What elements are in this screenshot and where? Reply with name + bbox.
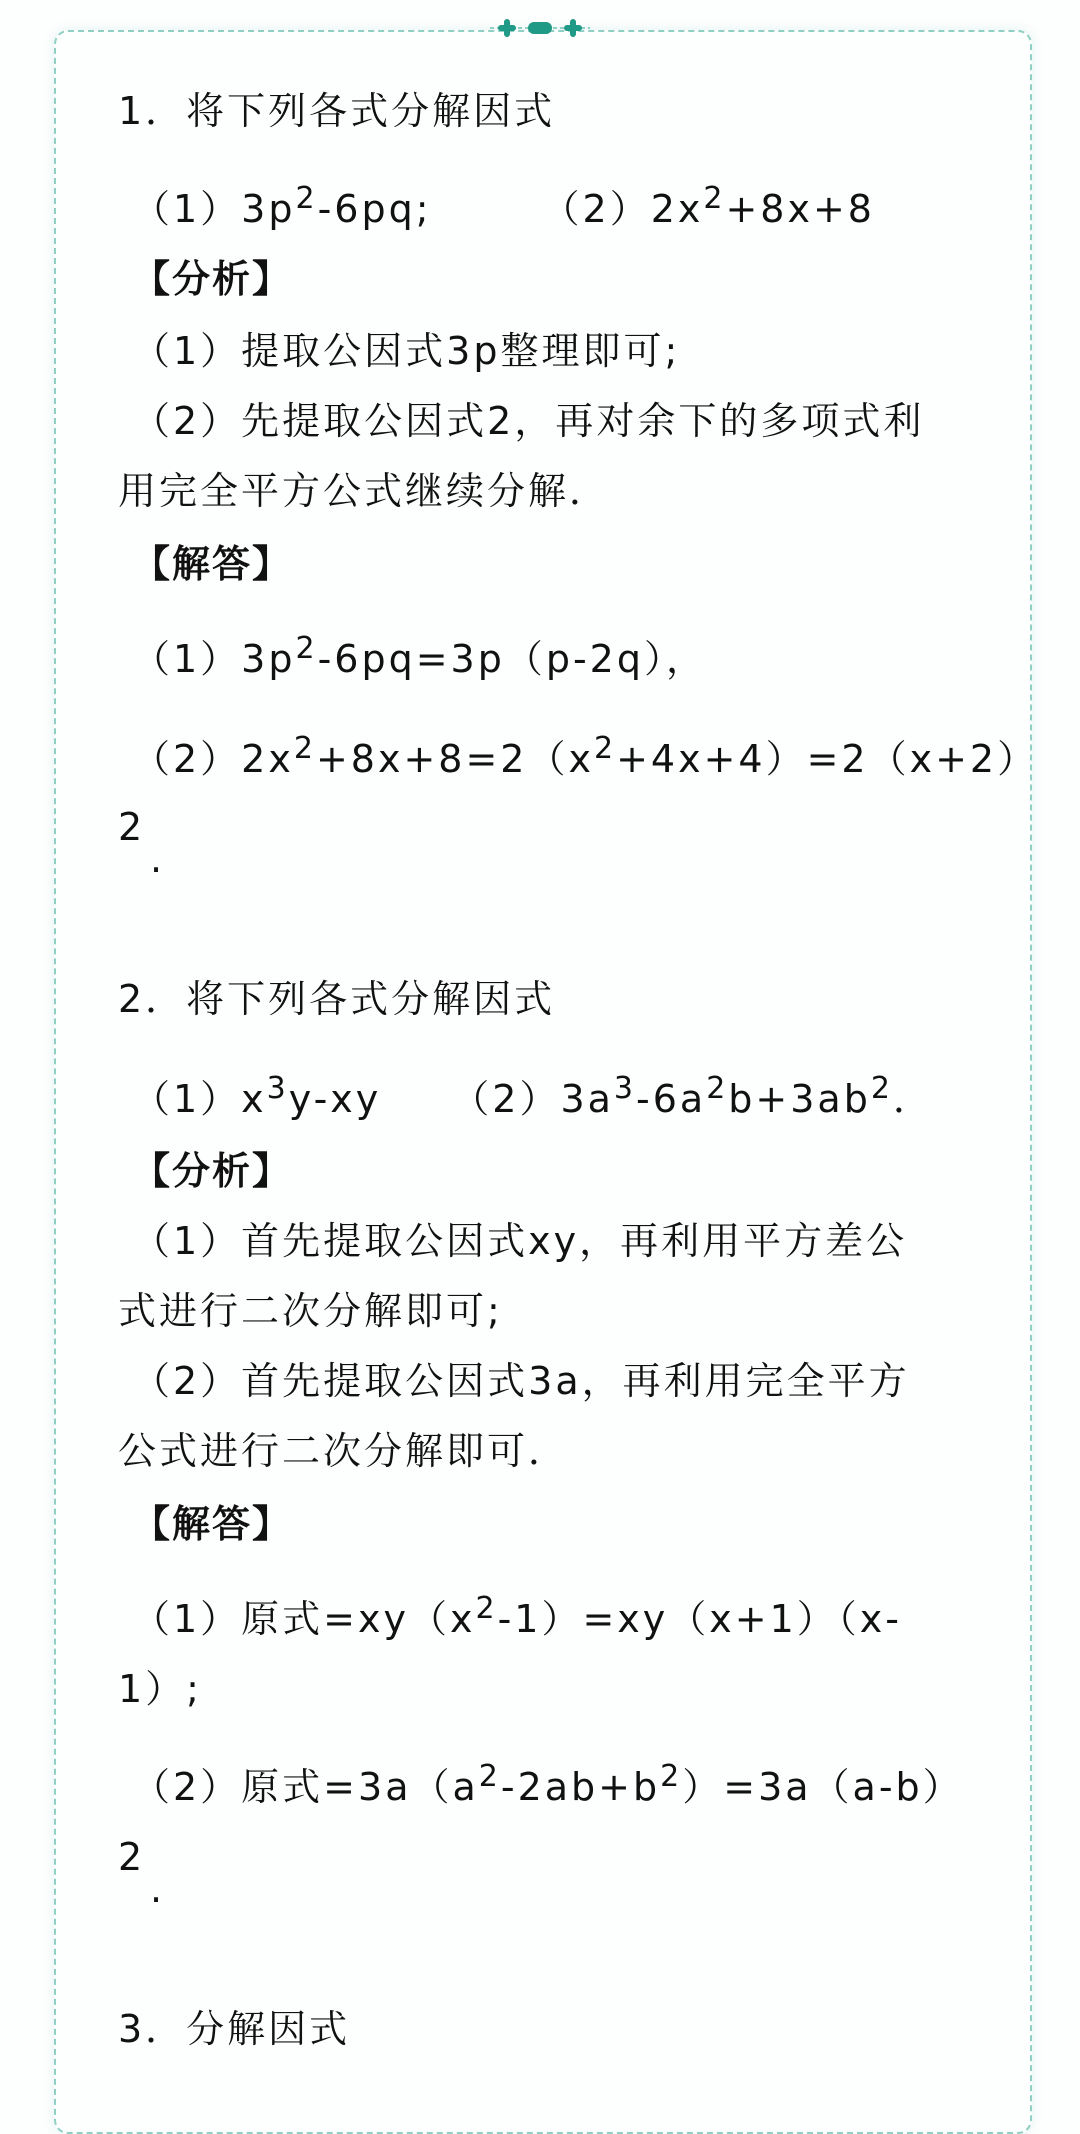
text: b+3ab [728, 1077, 871, 1121]
question-2-title: 2．将下列各式分解因式 [118, 977, 556, 1021]
question-1-answer-heading: 【解答】 [132, 542, 293, 586]
text: （1）3p [132, 187, 296, 231]
plus-minus-plus-ornament-icon [490, 16, 590, 40]
question-2-answer-2-period: . [150, 1867, 166, 1911]
text: （2）2x [541, 187, 704, 231]
exponent: 3 [266, 1071, 289, 1106]
text: （1）原式=xy（x [132, 1597, 476, 1641]
question-1-answer-1 [132, 631, 707, 681]
exponent: 2 [478, 1759, 501, 1794]
text: （1）x [132, 1077, 267, 1121]
text: （2）原式=3a（a [132, 1765, 479, 1809]
question-2-analysis-line: （2）首先提取公因式3a，再利用完全平方 [132, 1359, 910, 1403]
exponent: 2 [706, 1071, 729, 1106]
exponent: 2 [295, 631, 318, 666]
question-2-analysis-line: （1）首先提取公因式xy，再利用平方差公 [132, 1219, 908, 1263]
exponent: 2 [295, 181, 318, 216]
question-1-title: 1．将下列各式分解因式 [118, 89, 556, 133]
text: （1）3p [132, 637, 296, 681]
question-2-analysis-line: 式进行二次分解即可; [118, 1289, 503, 1333]
text: ． [892, 1077, 934, 1121]
question-1-analysis-line: （2）先提取公因式2，再对余下的多项式利 [132, 399, 925, 443]
exponent: 2 [870, 1071, 893, 1106]
question-2-answer-heading: 【解答】 [132, 1502, 293, 1546]
exponent: 2 [293, 731, 316, 766]
question-2-answer-2 [132, 1759, 964, 1809]
text: -6pq=3p（p-2q）， [317, 637, 707, 681]
text: ）=3a（a-b） [682, 1765, 964, 1809]
question-2-problem [132, 1071, 934, 1121]
question-2-analysis-line: 公式进行二次分解即可． [118, 1429, 570, 1473]
exponent: 2 [660, 1759, 683, 1794]
question-2-analysis-heading: 【分析】 [132, 1149, 293, 1193]
exponent: 2 [703, 181, 726, 216]
exponent: 3 [613, 1071, 637, 1106]
question-1-analysis-line: 用完全平方公式继续分解． [118, 469, 611, 513]
text: （2）3a [451, 1077, 614, 1121]
exponent: 2 [475, 1591, 498, 1626]
question-1-analysis-line: （1）提取公因式3p整理即可; [132, 329, 681, 373]
question-1-answer-2 [132, 731, 1039, 781]
question-2-answer-2-exponent: 2 [118, 1835, 146, 1879]
exponent: 2 [593, 731, 617, 766]
text: -6a [636, 1077, 707, 1121]
text: -2ab+b [500, 1765, 661, 1809]
question-1-analysis-heading: 【分析】 [132, 257, 293, 301]
text: （2）2x [132, 737, 294, 781]
text: y-xy [288, 1077, 382, 1121]
text: +8x+8=2（x [315, 737, 594, 781]
text: -1）=xy（x+1）（x- [497, 1597, 902, 1641]
question-1-answer-2-period: . [150, 837, 166, 881]
text: +4x+4）=2（x+2） [616, 737, 1039, 781]
text: +8x+8 [725, 187, 875, 231]
question-2-answer-1 [132, 1591, 902, 1641]
question-1-problem [132, 181, 875, 231]
question-1-answer-2-exponent: 2 [118, 805, 146, 849]
text: -6pq; [317, 187, 432, 231]
question-2-answer-1-cont: 1）; [118, 1667, 202, 1711]
question-3-title: 3．分解因式 [118, 2007, 351, 2051]
